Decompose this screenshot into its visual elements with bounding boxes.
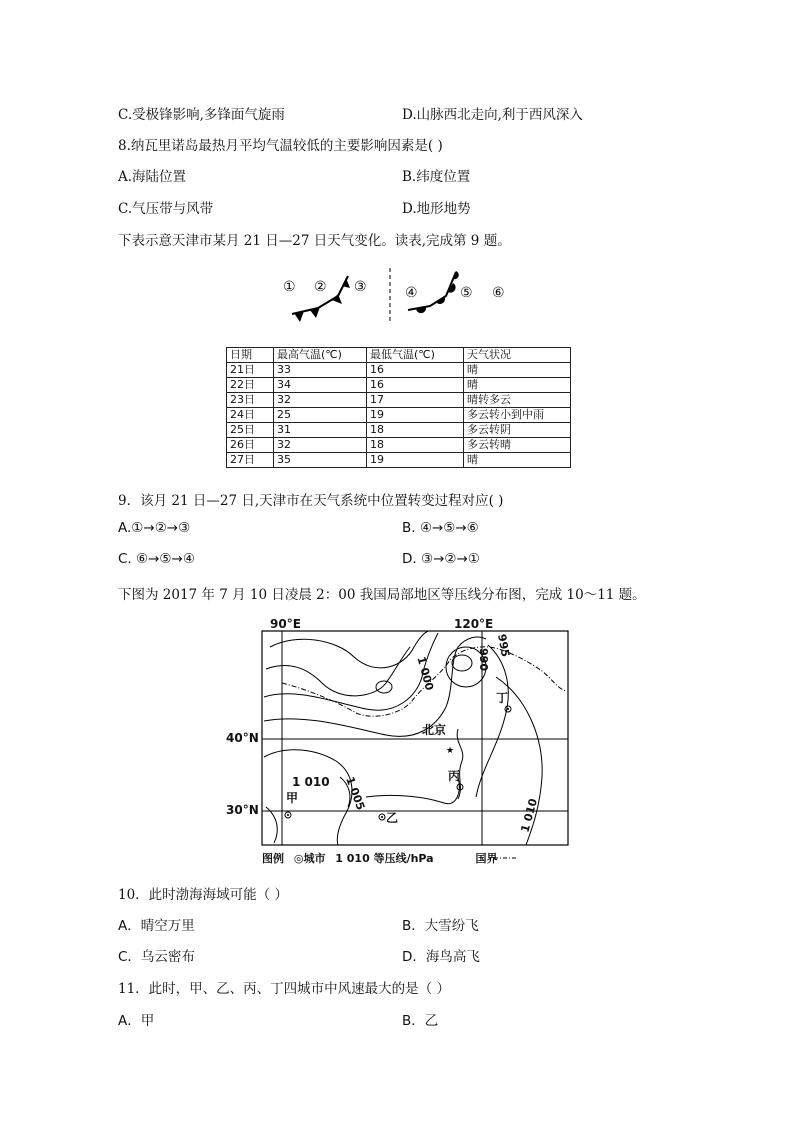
cell-min: 18 (367, 423, 464, 438)
q8-option-b: B.纬度位置 (402, 169, 471, 185)
cell-weather: 晴 (464, 363, 571, 378)
city-bing: 丙 (448, 769, 461, 783)
table-row (227, 453, 571, 468)
table-row (227, 423, 571, 438)
cell-min: 18 (367, 438, 464, 453)
table-row (227, 378, 571, 393)
lat-40-label: 40°N (226, 731, 259, 745)
isobar-label-1010-east: 1 010 (518, 797, 540, 834)
cell-date: 27日 (227, 453, 274, 468)
cell-min: 16 (367, 363, 464, 378)
isobar-label-995: 995 (495, 633, 512, 658)
q10-stem: 10．此时渤海海域可能（ ） (118, 887, 288, 903)
cell-date: 24日 (227, 408, 274, 423)
q10-option-b: B．大雪纷飞 (402, 918, 479, 934)
cell-min: 19 (367, 453, 464, 468)
q10-option-d: D．海鸟高飞 (402, 949, 480, 965)
lon-90-label: 90°E (270, 617, 301, 631)
cell-date: 26日 (227, 438, 274, 453)
city-beijing: 北京 (422, 723, 447, 737)
table-row (227, 408, 571, 423)
cell-max: 25 (274, 408, 367, 423)
table-header-row (227, 348, 571, 363)
front-label-2: ② (314, 279, 327, 295)
beijing-star-icon: ★ (446, 746, 455, 756)
front-label-3: ③ (354, 279, 367, 295)
q7-option-d: D.山脉西北走向,利于西风深入 (402, 107, 583, 123)
cell-weather: 晴 (464, 453, 571, 468)
q9-option-d: D. ③→②→① (402, 551, 480, 567)
lat-30-label: 30°N (226, 803, 259, 817)
q9-option-c: C. ⑥→⑤→④ (118, 551, 195, 567)
map-intro: 下图为 2017 年 7 月 10 日凌晨 2：00 我国局部地区等压线分布图，完成 10～11 题。 (118, 587, 646, 603)
legend-border: 国界 (475, 852, 498, 865)
legend-isobar: 1 010 等压线/hPa (335, 852, 434, 865)
cell-weather: 多云转阴 (464, 423, 571, 438)
header-min-temp: 最低气温(℃) (367, 348, 464, 363)
cell-date: 23日 (227, 393, 274, 408)
front-diagram (280, 266, 530, 324)
header-max-temp: 最高气温(℃) (274, 348, 367, 363)
front-label-6: ⑥ (492, 285, 505, 301)
q8-option-c: C.气压带与风带 (118, 201, 214, 217)
cell-min: 19 (367, 408, 464, 423)
isobar-label-1010-west: 1 010 (292, 775, 330, 789)
q7-option-c: C.受极锋影响,多锋面气旋雨 (118, 107, 285, 123)
front-label-1: ① (283, 279, 296, 295)
cell-max: 34 (274, 378, 367, 393)
q9-option-b: B. ④→⑤→⑥ (402, 520, 479, 536)
lon-120-label: 120°E (454, 617, 494, 631)
legend-city: ◎城市 (293, 852, 326, 865)
q9-stem: 9．该月 21 日—27 日,天津市在天气系统中位置转变过程对应( ) (118, 493, 504, 509)
q10-option-a: A．晴空万里 (118, 918, 195, 934)
q8-stem: 8.纳瓦里诺岛最热月平均气温较低的主要影响因素是( ) (118, 138, 443, 154)
header-date: 日期 (227, 348, 274, 363)
isobar-map (226, 617, 576, 873)
cell-date: 21日 (227, 363, 274, 378)
q8-option-d: D.地形地势 (402, 201, 471, 217)
legend-title: 图例 (262, 852, 284, 865)
q10-option-c: C．乌云密布 (118, 949, 195, 965)
isobar-label-1005: 1 005 (343, 775, 368, 812)
cell-weather: 多云转小到中雨 (464, 408, 571, 423)
cell-date: 25日 (227, 423, 274, 438)
map-legend (262, 850, 497, 866)
cell-weather: 多云转晴 (464, 438, 571, 453)
isobar-label-990: 990 (476, 648, 490, 671)
cell-min: 16 (367, 378, 464, 393)
q8-option-a: A.海陆位置 (118, 169, 187, 185)
city-ding: 丁 (496, 691, 509, 705)
q11-option-b: B．乙 (402, 1013, 439, 1029)
front-label-5: ⑤ (460, 285, 473, 301)
table-row (227, 438, 571, 453)
cell-weather: 晴转多云 (464, 393, 571, 408)
cell-weather: 晴 (464, 378, 571, 393)
cell-max: 32 (274, 438, 367, 453)
city-jia: 甲 (286, 791, 299, 805)
table-intro: 下表示意天津市某月 21 日—27 日天气变化。读表,完成第 9 题。 (118, 233, 511, 249)
cell-max: 32 (274, 393, 367, 408)
cell-max: 35 (274, 453, 367, 468)
cell-max: 31 (274, 423, 367, 438)
q11-option-a: A．甲 (118, 1013, 155, 1029)
cell-max: 33 (274, 363, 367, 378)
cell-date: 22日 (227, 378, 274, 393)
cell-min: 17 (367, 393, 464, 408)
header-weather: 天气状况 (464, 348, 571, 363)
q11-stem: 11．此时，甲、乙、丙、丁四城市中风速最大的是（ ） (118, 981, 450, 997)
weather-table (226, 347, 571, 468)
table-row (227, 393, 571, 408)
table-row (227, 363, 571, 378)
city-yi: 乙 (386, 811, 399, 825)
q9-option-a: A.①→②→③ (118, 520, 191, 536)
front-label-4: ④ (405, 285, 418, 301)
isobar-label-1000: 1 000 (414, 655, 436, 692)
